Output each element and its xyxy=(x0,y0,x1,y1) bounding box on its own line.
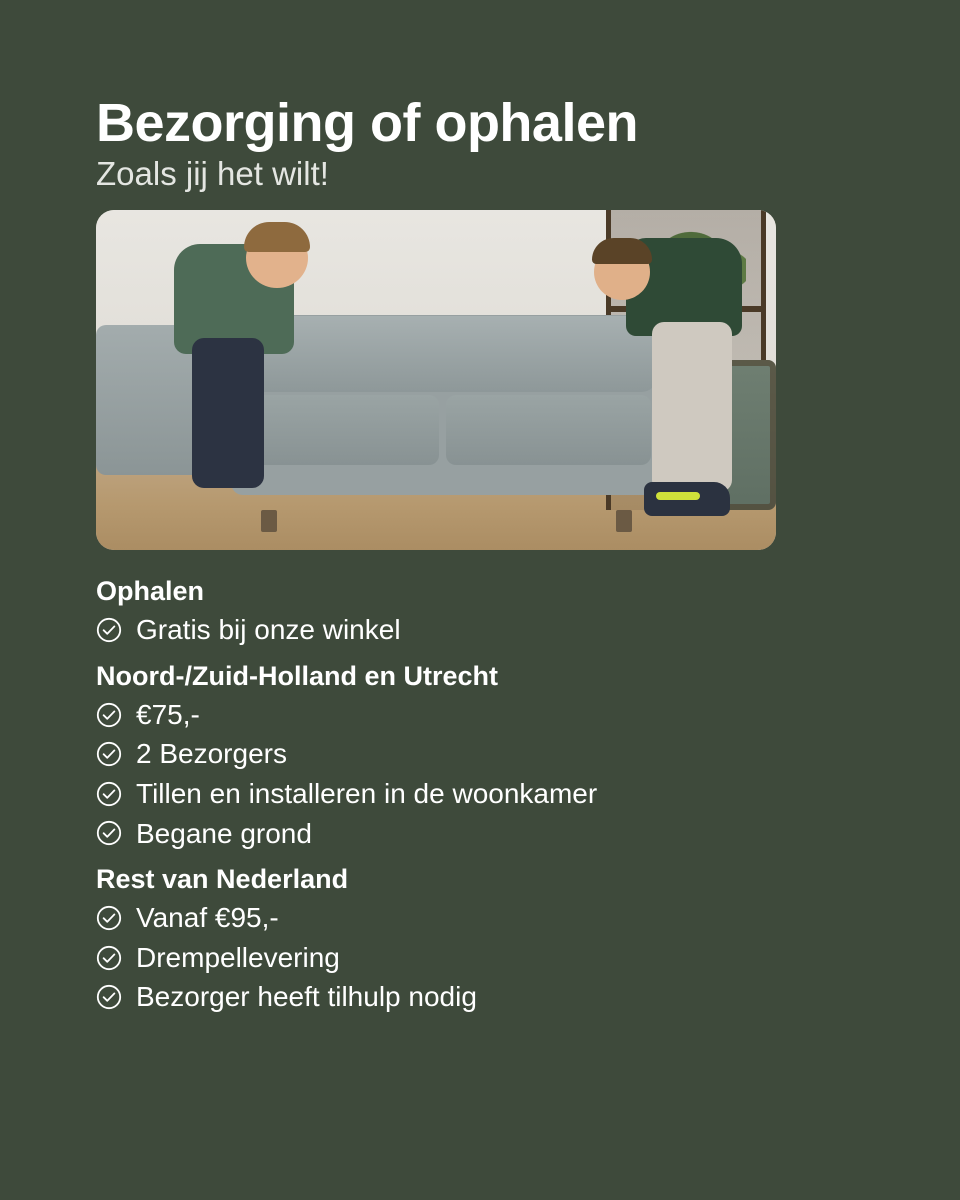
check-circle-icon xyxy=(96,702,122,728)
list-item-label: Begane grond xyxy=(136,817,312,849)
section-rest-van-nederland xyxy=(96,864,864,1014)
photo-person-left-legs xyxy=(192,338,264,488)
check-circle-icon xyxy=(96,781,122,807)
photo-sofa-backrest xyxy=(236,316,656,392)
list-item-label: 2 Bezorgers xyxy=(136,738,287,770)
section-noord-zuid-holland-utrecht xyxy=(96,661,864,850)
list-item-label: €75,- xyxy=(136,698,200,730)
section-ophalen xyxy=(96,576,864,647)
list-item xyxy=(96,777,864,811)
page-subtitle: Zoals jij het wilt! xyxy=(96,155,329,192)
check-circle-icon xyxy=(96,820,122,846)
list-item-label: Vanaf €95,- xyxy=(136,902,279,934)
photo-person-right-hair xyxy=(592,238,652,264)
photo-sofa-foot xyxy=(616,510,632,532)
check-circle-icon xyxy=(96,905,122,931)
delivery-photo xyxy=(96,210,776,550)
list-item xyxy=(96,613,864,647)
check-circle-icon xyxy=(96,945,122,971)
photo-person-right-legs xyxy=(652,322,732,492)
list-item xyxy=(96,817,864,851)
section-heading: Ophalen xyxy=(96,576,205,607)
photo-sofa-cushion xyxy=(239,395,439,465)
photo-sofa-foot xyxy=(261,510,277,532)
header xyxy=(96,0,864,192)
list-item-label: Drempellevering xyxy=(136,941,340,973)
check-circle-icon xyxy=(96,741,122,767)
list-item-label: Bezorger heeft tilhulp nodig xyxy=(136,981,477,1013)
section-heading: Rest van Nederland xyxy=(96,864,349,895)
photo-person-right-shoe-accent xyxy=(656,492,700,500)
list-item xyxy=(96,980,864,1014)
list-item xyxy=(96,901,864,935)
list-item xyxy=(96,941,864,975)
photo-sofa-cushion xyxy=(446,395,651,465)
section-heading: Noord-/Zuid-Holland en Utrecht xyxy=(96,660,498,691)
list-item-label: Gratis bij onze winkel xyxy=(136,614,401,646)
photo-person-left-hair xyxy=(244,222,310,252)
list-item xyxy=(96,698,864,732)
list-item-label: Tillen en installeren in de woonkamer xyxy=(136,778,598,810)
check-circle-icon xyxy=(96,984,122,1010)
list-item xyxy=(96,737,864,771)
check-circle-icon xyxy=(96,617,122,643)
options-list xyxy=(96,576,864,1014)
page-title: Bezorging of ophalen xyxy=(96,93,638,153)
